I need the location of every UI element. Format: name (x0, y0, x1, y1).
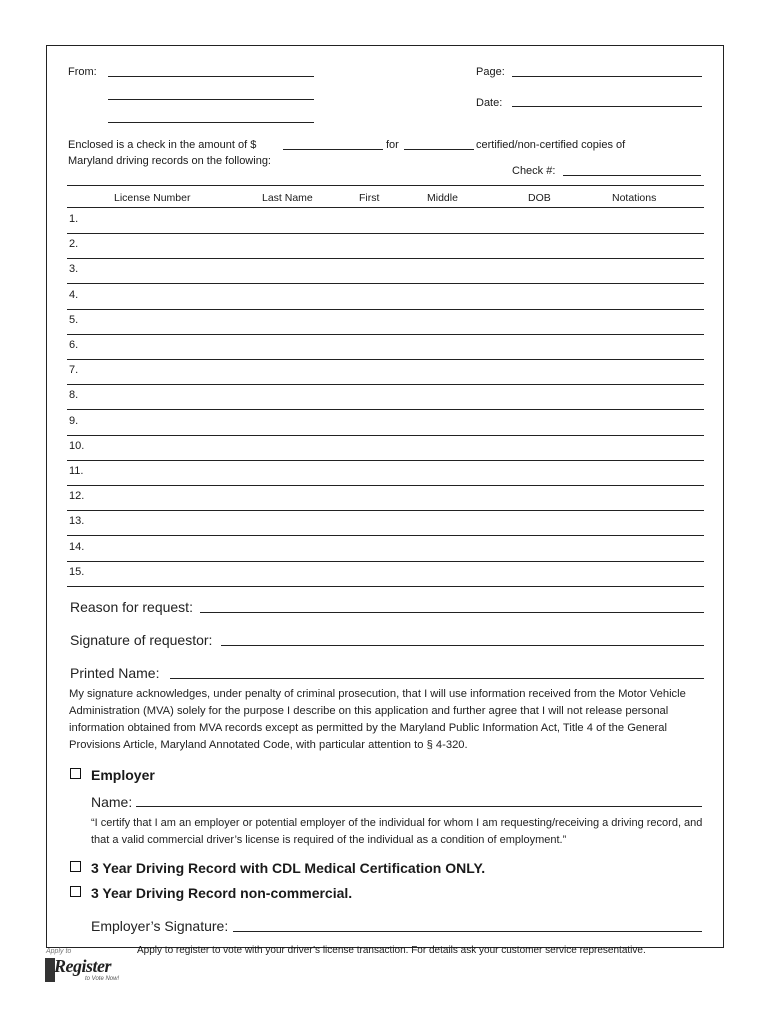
logo-top-text: Apply to (46, 948, 72, 955)
cdl-option-label: 3 Year Driving Record with CDL Medical Certification ONLY. (91, 860, 486, 876)
table-row-number: 2. (69, 238, 79, 251)
col-first: First (359, 192, 380, 204)
table-row-number: 8. (69, 389, 79, 402)
table-row[interactable] (67, 409, 704, 410)
copies-field[interactable] (404, 149, 474, 150)
table-row-number: 13. (69, 515, 85, 528)
printed-name-label: Printed Name: (70, 665, 160, 681)
employer-signature-label: Employer’s Signature: (91, 918, 229, 934)
table-row[interactable] (67, 359, 704, 360)
table-row-number: 11. (69, 465, 84, 477)
from-label: From: (68, 66, 97, 78)
reason-label: Reason for request: (70, 599, 193, 615)
check-amount-label: Enclosed is a check in the amount of $ (68, 139, 257, 151)
from-line-1[interactable] (108, 76, 314, 77)
table-row-number: 12. (69, 490, 85, 503)
table-row-number: 15. (69, 565, 85, 578)
from-line-2[interactable] (108, 99, 314, 100)
logo-main-text: Register (54, 956, 111, 976)
col-last-name: Last Name (262, 192, 313, 204)
employer-signature-field[interactable] (233, 931, 702, 932)
form-border (46, 45, 724, 948)
table-row-number: 1. (69, 213, 79, 225)
table-row[interactable] (67, 334, 704, 335)
table-row-number: 14. (69, 540, 85, 553)
employer-label: Employer (91, 767, 155, 783)
employer-name-label: Name: (91, 794, 133, 810)
from-line-3[interactable] (108, 122, 314, 123)
noncommercial-option-label: 3 Year Driving Record non-commercial. (91, 885, 353, 901)
table-row-number: 9. (69, 414, 79, 427)
table-row[interactable] (67, 258, 704, 259)
table-row[interactable] (67, 309, 704, 310)
acknowledgement-text: My signature acknowledges, under penalty of criminal prosecution, that I will use information received from the Motor Vehicle Administration (MVA) solely for the purpose I describe on this application and further agree that I will not release personal information obtained from MVA records except as permitted by the Maryland Public Information Act, Title 4 of the General Provisions Article, Maryland Annotated Code, with particular attention to § 4-320. (69, 688, 686, 751)
page-label: Page: (476, 66, 505, 78)
employer-checkbox[interactable] (70, 768, 81, 779)
table-top-rule (67, 185, 704, 186)
table-row[interactable] (67, 561, 704, 562)
table-header-rule (67, 207, 704, 208)
printed-name-field[interactable] (170, 678, 704, 679)
table-row-number: 3. (69, 263, 79, 276)
table-row[interactable] (67, 233, 704, 234)
table-row-number: 10. (69, 439, 85, 452)
table-row[interactable] (67, 586, 704, 587)
table-row[interactable] (67, 435, 704, 436)
date-label: Date: (476, 97, 503, 109)
footer-note: Apply to register to vote with your driver’s license transaction. For details ask your customer service representative. (137, 945, 646, 956)
col-dob: DOB (528, 192, 551, 204)
table-row-number: 5. (69, 313, 79, 326)
register-to-vote-logo (45, 948, 135, 984)
check-number-label: Check #: (512, 165, 556, 177)
col-license-number: License Number (114, 192, 191, 204)
requestor-signature-field[interactable] (221, 645, 704, 646)
page-field[interactable] (512, 76, 702, 77)
table-row[interactable] (67, 283, 704, 284)
for-label: for (386, 139, 399, 151)
table-row[interactable] (67, 384, 704, 385)
col-middle: Middle (427, 192, 458, 204)
table-row[interactable] (67, 535, 704, 536)
copies-label: certified/non-certified copies of (476, 139, 626, 151)
logo-bottom-text: to Vote Now! (85, 976, 120, 982)
check-number-field[interactable] (563, 175, 701, 176)
table-row-number: 6. (69, 339, 79, 351)
table-row[interactable] (67, 485, 704, 486)
date-field[interactable] (512, 106, 702, 107)
requestor-signature-label: Signature of requestor: (70, 632, 213, 648)
table-row[interactable] (67, 510, 704, 511)
col-notations: Notations (612, 192, 657, 204)
reason-field[interactable] (200, 612, 704, 613)
records-label: Maryland driving records on the following: (68, 155, 271, 167)
table-row-number: 7. (69, 364, 79, 377)
check-amount-field[interactable] (283, 149, 383, 150)
table-row-number: 4. (69, 288, 79, 301)
cdl-option-checkbox[interactable] (70, 861, 81, 872)
employer-name-field[interactable] (136, 806, 702, 807)
table-row[interactable] (67, 460, 704, 461)
noncommercial-option-checkbox[interactable] (70, 886, 81, 897)
employer-certification: “I certify that I am an employer or potential employer of the individual for whom I am requesting/receiving a driving record, and that a valid commercial driver’s license is required of the individual as a condition of employment.” (91, 817, 703, 846)
